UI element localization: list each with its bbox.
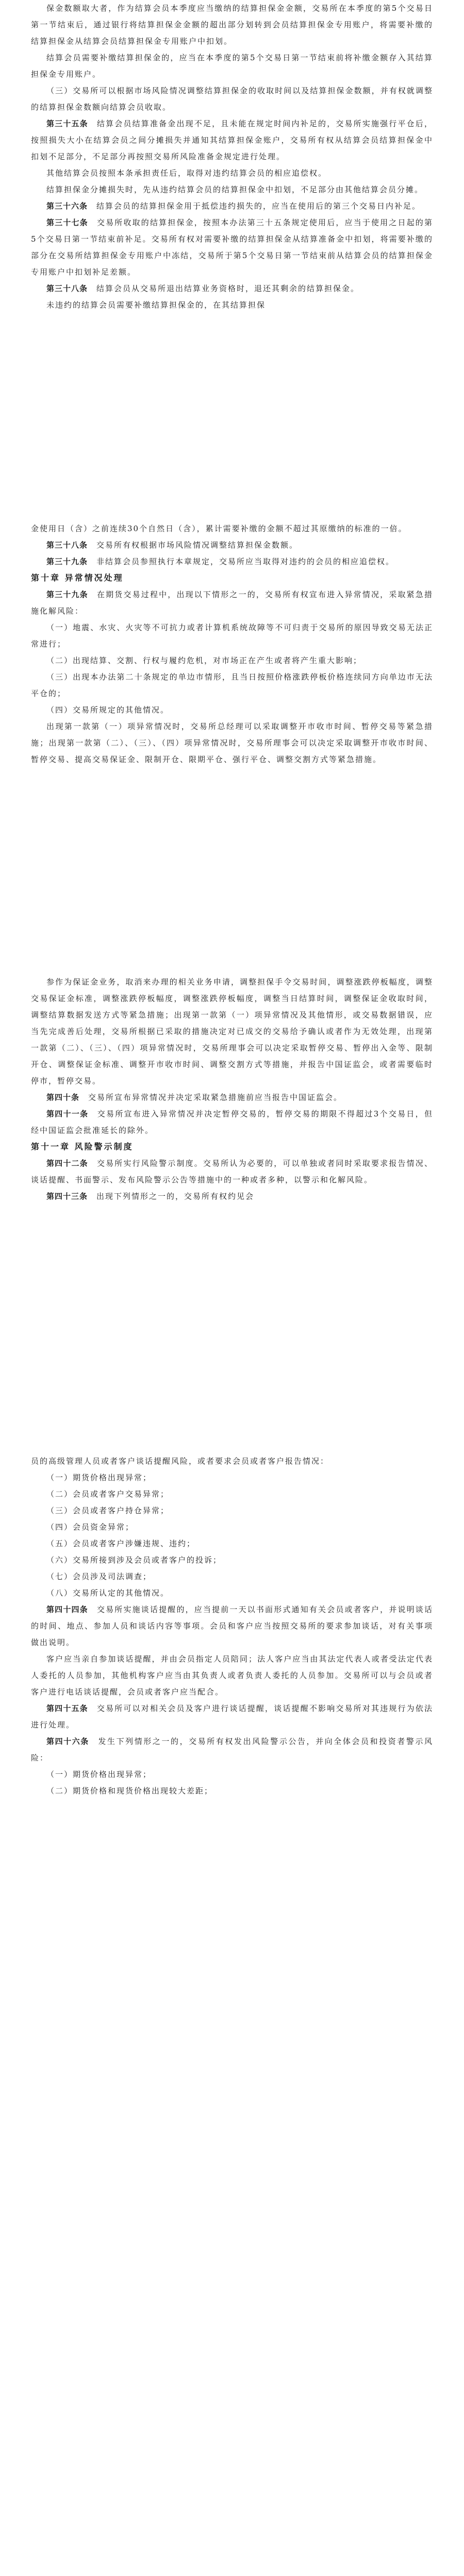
paragraph — [31, 669, 433, 702]
paragraph — [31, 718, 433, 768]
article-number: 第三十九条 — [46, 557, 88, 566]
article-number: 第四十六条 — [46, 1737, 89, 1746]
document-page-4 — [0, 1453, 464, 1799]
paragraph — [31, 1453, 433, 1469]
paragraph — [31, 1568, 433, 1585]
paragraph-text: （七）会员涉及司法调查； — [46, 1572, 152, 1581]
paragraph-text: 金使用日（含）之前连续30个自然日（含），累计需要补缴的金额不超过其原缴纳的标准的一倍。 — [31, 524, 407, 533]
paragraph-text: （三）交易所可以根据市场风险情况调整结算担保金的收取时间以及结算担保金数额，并有权就调整的结算担保金数额向结算会员收取。 — [31, 86, 433, 112]
paragraph-text: 其他结算会员按照本条承担责任后，取得对违约结算会员的相应追偿权。 — [46, 168, 327, 178]
paragraph-text: 交易所宣布异常情况并决定采取紧急措施前应当报告中国证监会。 — [88, 1093, 343, 1102]
article-paragraph — [31, 586, 433, 619]
paragraph-text: 出现第一款第（一）项异常情况时，交易所总经理可以采取调整开市收市时间、暂停交易等紧急措施；出现第一款第（二）、（三）、（四）项异常情况时，交易所理事会可以决定采取调整开市收市时间、暂停交易、提高交易保证金、限制开仓、限期平仓、强行平仓、调整交割方式等紧急措施。 — [31, 722, 433, 764]
paragraph — [31, 1585, 433, 1601]
paragraph-text: 非结算会员参照执行本章规定，交易所应当取得对违约的会员的相应追偿权。 — [96, 557, 395, 566]
paragraph — [31, 297, 433, 313]
paragraph-text: 保金数额取大者，作为结算会员本季度应当缴纳的结算担保金金额，交易所在本季度的第5个交易日第一节结束后，通过银行将结算担保金金额的超出部分划转到会员结算担保金专用账户，将需要补缴的结算担保金从结算会员结算担保金专用账户中扣划。 — [31, 4, 433, 46]
article-number: 第三十八条 — [46, 540, 88, 550]
paragraph-text: 在期货交易过程中，出现以下情形之一的，交易所有权宣布进入异常情况，采取紧急措施化解风险： — [31, 590, 433, 616]
paragraph — [31, 652, 433, 669]
paragraph — [31, 974, 433, 1089]
paragraph-text: （三）会员或者客户持仓异常； — [46, 1506, 170, 1515]
document-page-2 — [0, 520, 464, 768]
paragraph-text: 未违约的结算会员需要补缴结算担保金的，在其结算担保 — [46, 300, 266, 310]
paragraph-text: （五）会员或者客户涉嫌违规、违约； — [46, 1539, 196, 1548]
article-number: 第三十九条 — [46, 590, 88, 599]
paragraph — [31, 1552, 433, 1568]
paragraph — [31, 1486, 433, 1502]
section5-paragraphs — [31, 1155, 433, 1205]
paragraph-text: 客户应当亲自参加谈话提醒，并由会员指定人员陪同；法人客户应当由其法定代表人或者受法定代表人委托的人员参加，其他机构客户应当由其负责人或者负责人委托的人员参加。交易所可以与会员或者客户进行电话谈话提醒，会员或者客户应当配合。 — [31, 1654, 433, 1697]
paragraph-text: 结算会员结算准备金出现不足，且未能在规定时间内补足的，交易所实施强行平仓后，按照损失大小在结算会员之间分摊损失并通知其结算担保金账户，交易所有权从结算会员结算担保金中扣划不足部分，不足部分再按照交易所风险准备金规定进行处理。 — [31, 119, 433, 161]
article-number: 第四十五条 — [46, 1704, 88, 1713]
document-page-1 — [0, 0, 464, 313]
paragraph-text: 发生下列情形之一的，交易所有权发出风险警示公告，并向全体会员和投资者警示风险： — [31, 1737, 433, 1762]
paragraph-text: （二）期货价格和现货价格出现较大差距； — [46, 1786, 213, 1795]
article-paragraph — [31, 1700, 433, 1733]
article-paragraph — [31, 214, 433, 280]
section1-paragraphs — [31, 0, 433, 313]
paragraph — [31, 49, 433, 82]
paragraph-text: 交易所收取的结算担保金，按照本办法第三十五条规定使用后，应当于使用之日起的第5个交易日第一节结束前补足。交易所有权对需要补缴的结算担保金从结算准备金中扣划，将需要补缴的部分在交易所结算担保金专用账户中冻结，交易所于第5个交易日第一节结束前从结算会员的结算担保金专用账户中扣划补足差额。 — [31, 218, 433, 277]
article-paragraph — [31, 1733, 433, 1766]
paragraph-text: （三）出现本办法第二十条规定的单边市情形，且当日按照价格涨跌停板价格连续同方向单边市无法平仓的； — [31, 672, 433, 698]
paragraph — [31, 1651, 433, 1700]
article-number: 第四十四条 — [46, 1605, 88, 1614]
paragraph-text: （四）会员资金异常； — [46, 1522, 135, 1532]
paragraph — [31, 1519, 433, 1535]
article-paragraph — [31, 280, 433, 297]
article-paragraph — [31, 1188, 433, 1205]
paragraph-text: 交易所实施谈话提醒的，应当提前一天以书面形式通知有关会员或者客户，并说明谈话的时间、地点、参加人员和谈话内容等事项。会员和客户应当按照交易所的要求参加谈话，对有关事项做出说明。 — [31, 1605, 433, 1647]
paragraph-text: 结算担保金分摊损失时，先从违约结算会员的结算担保金中扣划，不足部分由其他结算会员分摊。 — [46, 185, 424, 194]
paragraph-text: （六）交易所接到涉及会员或者客户的投诉； — [46, 1555, 222, 1565]
article-paragraph — [31, 553, 433, 570]
paragraph-text: 交易所宣布进入异常情况并决定暂停交易的，暂停交易的期限不得超过3个交易日，但经中国证监会批准延长的除外。 — [31, 1109, 433, 1135]
paragraph — [31, 0, 433, 49]
paragraph-text: 参作为保证金业务，取消来办理的相关业务申请，调整担保手令交易时间，调整涨跌停板幅度，调整交易保证金标准，调整涨跌停板幅度，调整涨跌停板幅度，调整当日结算时间，调整保证金收取时间，调整结算数据发送方式等紧急措施；出现第一款第（一）项异常情况及其他情形，或交易数据错误，应当先完成善后处理，交易所根据已采取的措施决定对已成交的交易给予确认或者作为无效处理，出现第一款第（二）、（三）、（四）项异常情况时，交易所理事会可以决定采取暂停交易、暂停出入金等、限制开仓、调整保证金标准、调整开市收市时间、调整交割方式等措施，并报告中国证监会，或者需要临时停市，暂停交易。 — [31, 977, 433, 1086]
article-paragraph — [31, 537, 433, 553]
paragraph — [31, 619, 433, 652]
article-number: 第四十条 — [46, 1093, 80, 1102]
paragraph-text: 交易所实行风险警示制度。交易所认为必要的，可以单独或者同时采取要求报告情况、谈话提醒、书面警示、发布风险警示公告等措施中的一种或者多种，以警示和化解风险。 — [31, 1159, 433, 1184]
article-number: 第四十一条 — [46, 1109, 89, 1118]
paragraph-text: （二）会员或者客户交易异常； — [46, 1489, 170, 1499]
paragraph-text: 出现下列情形之一的，交易所有权约见会 — [96, 1192, 255, 1201]
article-number: 第三十五条 — [46, 119, 88, 128]
article-paragraph — [31, 1106, 433, 1139]
paragraph — [31, 520, 433, 537]
paragraph-text: 交易所有权根据市场风险情况调整结算担保金数额。 — [96, 540, 299, 550]
article-paragraph — [31, 1155, 433, 1188]
paragraph-text: 员的高级管理人员或者客户谈话提醒风险，或者要求会员或者客户报告情况： — [31, 1456, 329, 1466]
paragraph-text: 结算会员需要补缴结算担保金的，应当在本季度的第5个交易日第一节结束前将补缴金额存入其结算担保金专用账户。 — [31, 53, 433, 79]
paragraph-text: （一）期货价格出现异常； — [46, 1770, 152, 1779]
paragraph-text: （一）期货价格出现异常； — [46, 1473, 152, 1482]
section4-paragraphs — [31, 974, 433, 1139]
article-number: 第三十八条 — [46, 284, 88, 293]
paragraph-text: （一）地震、水灾、火灾等不可抗力或者计算机系统故障等不可归责于交易所的原因导致交易无法正常进行； — [31, 623, 433, 649]
paragraph-text: 结算会员的结算担保金用于抵偿违约损失的，应当在使用后的第三个交易日内补足。 — [96, 201, 421, 211]
article-paragraph — [31, 1601, 433, 1651]
article-paragraph — [31, 115, 433, 165]
article-number: 第四十二条 — [46, 1159, 88, 1168]
section2-paragraphs — [31, 520, 433, 570]
paragraph — [31, 1469, 433, 1486]
paragraph — [31, 1766, 433, 1783]
section3-paragraphs — [31, 586, 433, 768]
article-paragraph — [31, 1089, 433, 1106]
chapter-10-heading: 第十章 异常情况处理 — [31, 573, 124, 583]
paragraph-text: （八）交易所认定的其他情况。 — [46, 1588, 170, 1598]
paragraph — [31, 1783, 433, 1799]
paragraph-text: （二）出现结算、交割、行权与履约危机，对市场正在产生或者将产生重大影响； — [46, 656, 362, 665]
section6-paragraphs — [31, 1453, 433, 1799]
article-number: 第四十三条 — [46, 1192, 88, 1201]
paragraph — [31, 165, 433, 181]
paragraph — [31, 1502, 433, 1519]
paragraph — [31, 702, 433, 718]
paragraph — [31, 181, 433, 198]
paragraph — [31, 1535, 433, 1552]
article-paragraph — [31, 198, 433, 214]
chapter-11-heading: 第十一章 风险警示制度 — [31, 1142, 134, 1151]
paragraph — [31, 82, 433, 115]
article-number: 第三十六条 — [46, 201, 88, 211]
document-page-3 — [0, 974, 464, 1205]
article-number: 第三十七条 — [46, 218, 88, 227]
paragraph-text: 交易所可以对相关会员及客户进行谈话提醒，谈话提醒不影响交易所对其违规行为依法进行处理。 — [31, 1704, 433, 1730]
paragraph-text: 结算会员从交易所退出结算业务资格时，退还其剩余的结算担保金。 — [96, 284, 360, 293]
paragraph-text: （四）交易所规定的其他情况。 — [46, 705, 170, 715]
